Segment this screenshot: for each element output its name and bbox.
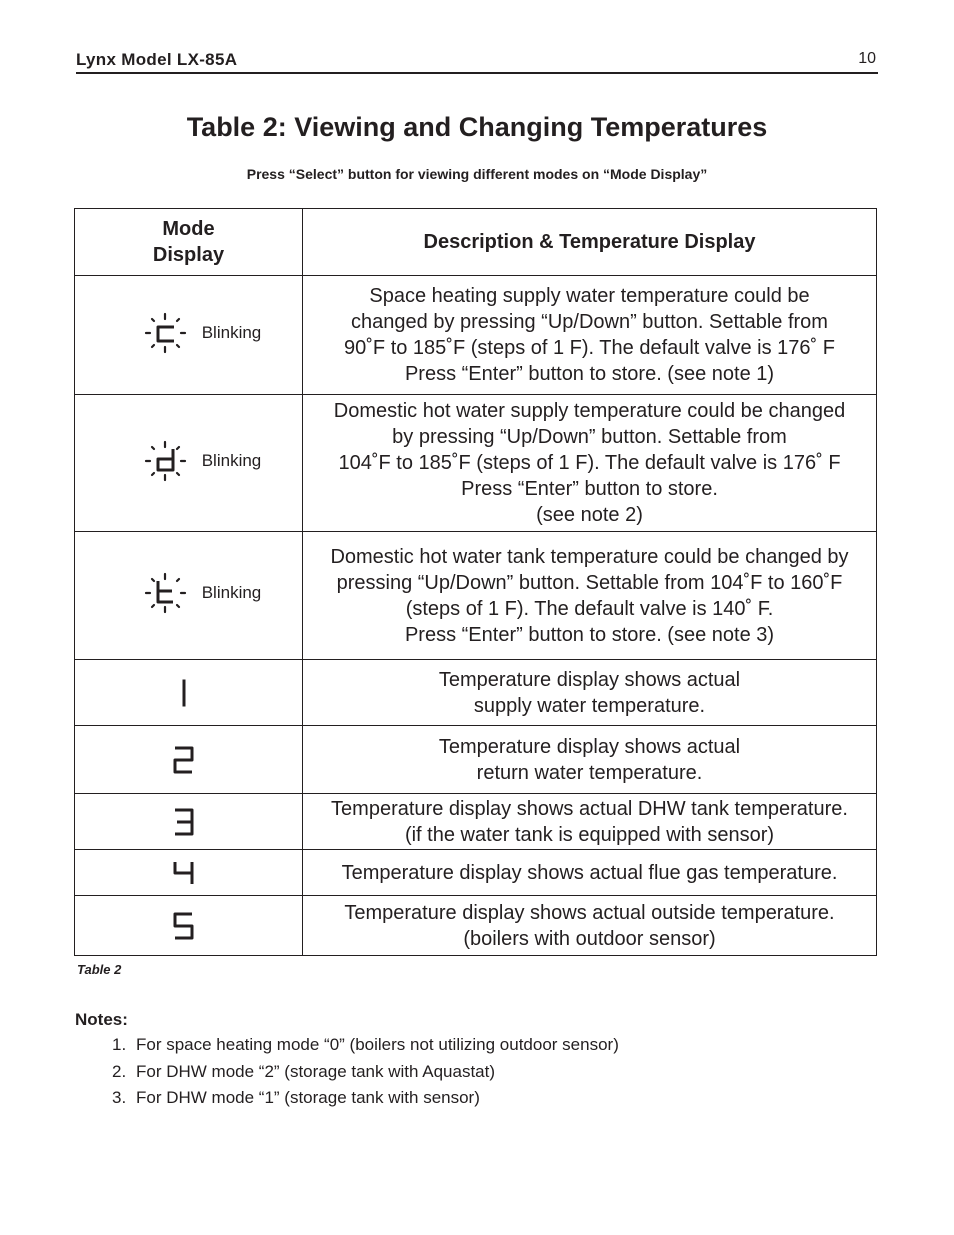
- description-line: Temperature display shows actual: [438, 668, 741, 691]
- note-number: 1.: [112, 1035, 127, 1054]
- digit-2-display-icon: [169, 743, 199, 777]
- table-row: [75, 794, 877, 850]
- mode-cell: [75, 395, 303, 532]
- description-line: pressing “Up/Down” button. Settable from 104˚F to 160˚F: [336, 571, 843, 594]
- table-row: [75, 395, 877, 532]
- page-subtitle: Press “Select” button for viewing different modes on “Mode Display”: [246, 166, 708, 182]
- digit-1-display-icon: [169, 676, 199, 710]
- digit-3-display-icon: [169, 805, 199, 839]
- description-line: changed by pressing “Up/Down” button. Settable from: [351, 311, 828, 333]
- description-cell: [303, 660, 877, 726]
- description-line: Temperature display shows actual DHW tank temperature.: [331, 797, 848, 820]
- description-line: Space heating supply water temperature could be: [369, 285, 810, 307]
- note-number: 2.: [112, 1061, 127, 1081]
- blinking-label: Blinking: [201, 583, 262, 602]
- blinking-t-display-icon: [144, 571, 188, 615]
- description-cell: [303, 726, 877, 794]
- description-cell: [303, 794, 877, 850]
- blinking-d-display-icon: [144, 439, 188, 483]
- description-line: Press “Enter” button to store. (see note 3): [404, 623, 775, 646]
- notes-list: [112, 1034, 619, 1114]
- note-text: For DHW mode “1” (storage tank with sensor): [136, 1088, 480, 1107]
- note-number: 3.: [112, 1088, 127, 1107]
- blinking-c-display-icon: [144, 311, 188, 355]
- description-line: 104˚F to 185˚F (steps of 1 F). The default valve is 176˚ F: [338, 452, 841, 474]
- mode-cell: [75, 896, 303, 956]
- description-line: (if the water tank is equipped with sensor): [404, 823, 775, 846]
- description-line: (steps of 1 F). The default valve is 140˚ F.: [405, 597, 774, 620]
- description-line: supply water temperature.: [473, 694, 706, 717]
- table-row: [75, 896, 877, 956]
- notes-title: Notes:: [75, 1010, 128, 1029]
- note-text: For DHW mode “2” (storage tank with Aquastat): [136, 1061, 496, 1081]
- blinking-label: Blinking: [201, 322, 262, 342]
- mode-cell: [75, 276, 303, 395]
- description-line: Domestic hot water tank temperature could be changed by: [330, 545, 849, 568]
- note-item: [112, 1034, 619, 1061]
- description-header: Description & Temperature Display: [303, 209, 877, 276]
- description-line: return water temperature.: [476, 761, 703, 784]
- description-line: 90˚F to 185˚F (steps of 1 F). The default valve is 176˚ F: [344, 337, 835, 359]
- description-line: Domestic hot water supply temperature could be changed: [333, 400, 846, 422]
- mode-cell: [75, 660, 303, 726]
- description-cell: [303, 896, 877, 956]
- description-line: Temperature display shows actual flue gas temperature.: [341, 861, 838, 884]
- page-header: [76, 48, 878, 74]
- table-caption: Table 2: [77, 962, 122, 977]
- description-cell: [303, 850, 877, 896]
- mode-display-header: [75, 209, 303, 276]
- page-title: Table 2: Viewing and Changing Temperatures: [186, 112, 768, 142]
- description-cell: [303, 276, 877, 395]
- model-name: Lynx Model LX-85A: [76, 50, 238, 69]
- description-line: Press “Enter” button to store. (see note 1): [404, 363, 775, 385]
- table-row: [75, 850, 877, 896]
- description-line: Temperature display shows actual outside temperature.: [344, 901, 835, 924]
- description-line: (boilers with outdoor sensor): [463, 927, 716, 950]
- blinking-label: Blinking: [201, 450, 262, 470]
- table-row: [75, 660, 877, 726]
- description-cell: [303, 395, 877, 532]
- table-row: [75, 532, 877, 660]
- description-cell: [303, 532, 877, 660]
- mode-cell: [75, 850, 303, 896]
- description-line: Press “Enter” button to store.: [461, 478, 718, 500]
- note-text: For space heating mode “0” (boilers not utilizing outdoor sensor): [136, 1035, 619, 1054]
- description-line: (see note 2): [536, 504, 643, 526]
- temperature-modes-table: [74, 208, 877, 956]
- table-row: [75, 276, 877, 395]
- digit-5-display-icon: [169, 909, 199, 943]
- mode-cell: [75, 726, 303, 794]
- page-number: 10: [858, 50, 876, 67]
- table-header-row: [75, 209, 877, 276]
- mode-header-line: Mode: [162, 218, 215, 240]
- note-item: [112, 1061, 619, 1088]
- mode-cell: [75, 532, 303, 660]
- description-line: by pressing “Up/Down” button. Settable from: [392, 426, 787, 448]
- mode-cell: [75, 794, 303, 850]
- table-row: [75, 726, 877, 794]
- digit-4-display-icon: [169, 858, 199, 888]
- description-line: Temperature display shows actual: [438, 735, 741, 758]
- note-item: [112, 1087, 619, 1114]
- display-header-line: Display: [152, 244, 225, 266]
